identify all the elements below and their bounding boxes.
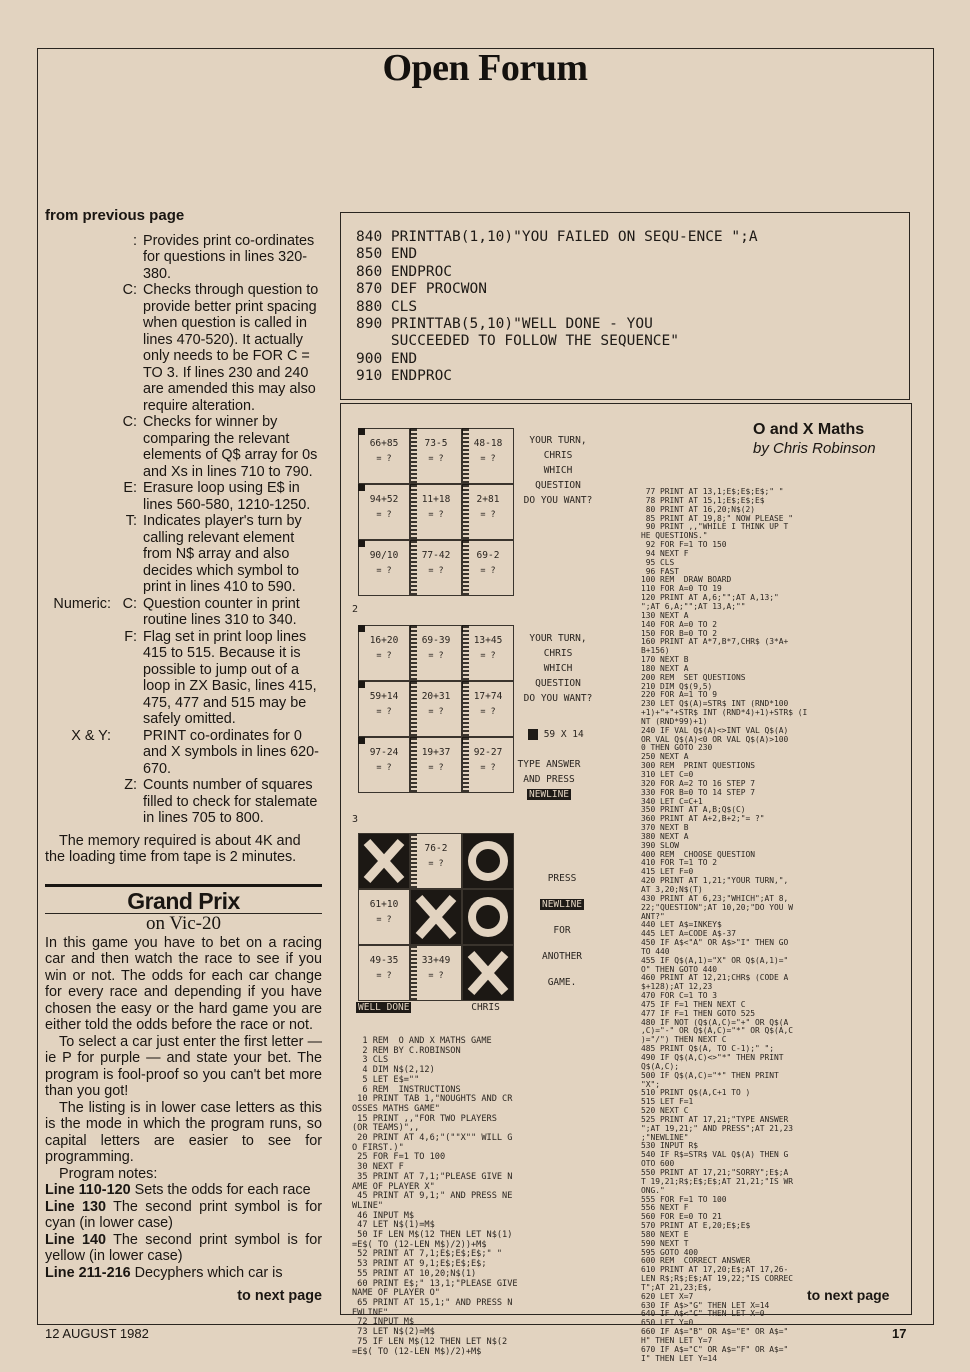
- board-square: [462, 428, 514, 484]
- question-text: 69-39: [421, 635, 451, 646]
- question-text: 92-27: [473, 747, 503, 758]
- o-mark-icon: [463, 834, 513, 888]
- article-author: by Chris Robinson: [753, 440, 876, 457]
- prompt-line: FOR: [553, 925, 571, 936]
- to-next-page-link[interactable]: to next page: [807, 1287, 890, 1303]
- code-line: 850 END: [356, 246, 418, 263]
- question-equals: = ?: [376, 510, 392, 520]
- note-text: Checks for winner by comparing the relevant elements of Q$ array for 0s and Xs in lines 710 to 790.: [143, 414, 318, 480]
- note-text: Flag set in print loop lines 415 to 515. Because it is possible to jump out of a loop in ZX Basic, lines 415, 475, 477 and 515 may be safely omitted.: [143, 628, 317, 727]
- question-equals: = ?: [480, 454, 496, 464]
- variable-notes: [45, 233, 322, 827]
- note-variable: T:: [125, 513, 137, 529]
- line-notes: [45, 1182, 322, 1281]
- question-text: 33+49: [421, 955, 451, 966]
- question-equals: = ?: [480, 510, 496, 520]
- prompt-line: QUESTION: [535, 480, 581, 491]
- line-note: [45, 1199, 322, 1232]
- note-type: X & Y:: [71, 727, 111, 744]
- line-note-label: Line 140: [45, 1231, 106, 1248]
- note-type: Numeric:: [53, 595, 111, 612]
- issue-date: 12 AUGUST 1982: [45, 1326, 149, 1341]
- note-type: [45, 282, 111, 414]
- chosen-question-text: 59 X 14: [543, 729, 584, 740]
- question-equals: = ?: [428, 859, 444, 869]
- board-square: [358, 625, 410, 681]
- screenshot-2-prompt: [508, 631, 608, 706]
- question-text: 19+37: [421, 747, 451, 758]
- question-equals: = ?: [376, 566, 392, 576]
- prompt-line: YOUR TURN,: [529, 435, 587, 446]
- prompt-line: DO YOU WANT?: [523, 693, 593, 704]
- article-title: O and X Maths: [753, 421, 865, 438]
- well-done-banner: [356, 1000, 516, 1015]
- question-equals: = ?: [480, 566, 496, 576]
- o-mark-square: [462, 833, 514, 889]
- note-type: [45, 414, 111, 480]
- board-square: [410, 540, 462, 596]
- line-note: [45, 1232, 322, 1265]
- question-equals: = ?: [428, 566, 444, 576]
- square-letter-marker: [358, 681, 365, 688]
- player-name: CHRIS: [471, 1002, 500, 1013]
- question-equals: = ?: [480, 651, 496, 661]
- code-line: SUCCEEDED TO FOLLOW THE SEQUENCE": [356, 333, 680, 350]
- screenshot-1-board: [358, 428, 514, 596]
- note-variable: E:: [123, 480, 137, 496]
- board-square: [462, 681, 514, 737]
- question-text: 73-5: [424, 438, 448, 449]
- answer-prompt-line: AND PRESS: [523, 774, 575, 785]
- board-square: [410, 428, 462, 484]
- code-line: 840 PRINTTAB(1,10)"YOU FAILED ON SEQU-ENCE ";A: [356, 229, 758, 245]
- board-square: [358, 484, 410, 540]
- to-next-page-link[interactable]: to next page: [237, 1288, 322, 1304]
- answer-prompt-line: TYPE ANSWER: [517, 759, 581, 770]
- question-text: 59+14: [369, 691, 399, 702]
- question-text: 76-2: [424, 843, 448, 854]
- prompt-line: QUESTION: [535, 678, 581, 689]
- prompt-line: PRESS: [547, 873, 577, 884]
- question-text: 48-18: [473, 438, 503, 449]
- board-square: [410, 625, 462, 681]
- board-square: [462, 484, 514, 540]
- square-letter-marker: [358, 737, 365, 744]
- question-equals: = ?: [428, 707, 444, 717]
- board-square: [358, 737, 410, 793]
- note-item: [45, 233, 322, 283]
- question-equals: = ?: [376, 763, 392, 773]
- code-listing-box: [340, 212, 910, 400]
- note-variable: [111, 728, 141, 778]
- prompt-line: WHICH: [543, 465, 573, 476]
- board-square: [410, 833, 462, 889]
- prompt-line: ANOTHER: [541, 951, 583, 962]
- line-note-text: Sets the odds for each race: [130, 1182, 311, 1198]
- board-square: [462, 625, 514, 681]
- x-mark-square: [358, 833, 410, 889]
- note-item: [45, 596, 322, 629]
- board-square: [462, 540, 514, 596]
- grand-prix-paragraph: The listing is in lower case letters as this is the mode in which the program runs, so capital letters are easier to see for programming.: [45, 1099, 322, 1165]
- question-equals: = ?: [376, 454, 392, 464]
- left-column: [45, 208, 322, 1305]
- board-square: [358, 428, 410, 484]
- board-square: [358, 945, 410, 1001]
- question-text: 2+81: [476, 494, 500, 505]
- line-note: [45, 1265, 322, 1282]
- line-note: [45, 1182, 322, 1199]
- note-text: Erasure loop using E$ in lines 560-580, 1210-1250.: [143, 480, 311, 513]
- x-mark-icon: [411, 890, 461, 944]
- board-square: [358, 540, 410, 596]
- question-equals: = ?: [376, 651, 392, 661]
- question-equals: = ?: [480, 763, 496, 773]
- note-variable: F:: [124, 628, 137, 645]
- code-line: 890 PRINTTAB(5,10)"WELL DONE - YOU: [356, 316, 653, 333]
- code-line: 880 CLS: [356, 298, 418, 315]
- line-note-label: Line 110-120: [45, 1182, 131, 1198]
- board-square: [410, 681, 462, 737]
- newline-key: NEWLINE: [528, 789, 570, 800]
- note-type: [45, 480, 111, 513]
- question-text: 77-42: [421, 550, 451, 561]
- note-item: [45, 728, 322, 778]
- note-text: Counts number of squares filled to check for stalemate in lines 705 to 800.: [143, 777, 318, 826]
- x-mark-square: [410, 889, 462, 945]
- screenshot-2-board: [358, 625, 514, 793]
- board-square: [358, 889, 410, 945]
- note-type: [45, 629, 111, 728]
- note-type: [45, 233, 111, 283]
- line-note-text: The second print symbol is for cyan (in lower case): [45, 1198, 322, 1231]
- prompt-line: CHRIS: [543, 648, 573, 659]
- prompt-line: CHRIS: [543, 450, 573, 461]
- prompt-line: GAME.: [547, 977, 577, 988]
- newline-key: NEWLINE: [541, 899, 583, 910]
- question-text: 61+10: [369, 899, 399, 910]
- chosen-question: [526, 727, 586, 742]
- note-variable: Z:: [124, 777, 137, 793]
- program-listing-right: 77 PRINT AT 13,1;E$;E$;E$;" " 78 PRINT AT 15,1;E$;E$;E$ 80 PRINT AT 16,20;N$(2) 85 PRINT AT 19,8;" NOW PLEASE " 90 PRINT ,,"WHILE I THINK UP T HE QUESTIONS." 92 FOR F=1 TO 150 94 NEXT F 95 CLS 96 FAST 100 REM DRAW BOARD 110 FOR A=0 TO 19 120 PRINT AT A,6;"";AT A,13;" ";AT 6,A;"";AT 13,A;"" 130 NEXT A 140 FOR A=0 TO 2 150 FOR B=0 TO 2 160 PRINT AT A*7,B*7,CHR$ (3*A+ B+156) 170 NEXT B 180 NEXT A 200 REM SET QUESTIONS 210 DIM Q$(9,5) 220 FOR A=1 TO 9 230 LET Q$(A)=STR$ INT (RND*100 +1)+"+"+STR$ INT (RND*4)+1)+STR$ (I NT (RND*99)+1) 240 IF VAL Q$(A)<>INT VAL Q$(A) OR VAL Q$(A)<0 OR VAL Q$(A)>100 0 THEN GOTO 230 250 NEXT A 300 REM PRINT QUESTIONS 310 LET C=0 320 FOR A=2 TO 16 STEP 7 330 FOR B=0 TO 14 STEP 7 340 LET C=C+1 350 PRINT AT A,B;Q$(C) 360 PRINT AT A+2,B+2;"= ?" 370 NEXT B 380 NEXT A 390 SLOW 400 REM CHOOSE QUESTION 410 FOR T=1 TO 2 415 LET F=0 420 PRINT AT 1,21;"YOUR TURN,", AT 3,20;N$(T) 430 PRINT AT 6,23;"WHICH";AT 8, 22;"QUESTION";AT 10,20;"DO YOU W ANT?" 440 LET A$=INKEY$ 445 LET A=CODE A$-37 450 IF A$<"A" OR A$>"I" THEN GO TO 440 455 IF Q$(A,1)="X" OR Q$(A,1)=" O" THEN GOTO 440 460 PRINT AT 12,21;CHR$ (CODE A $+128);AT 12,23 470 FOR C=1 TO 3 475 IF F=1 THEN NEXT C 477 IF F=1 THEN GOTO 525 480 IF NOT (Q$(A,C)="+" OR Q$(A ,C)="-" OR Q$(A,C)="*" OR Q$(A,C )="/") THEN NEXT C 485 PRINT Q$(A, TO C-1);" "; 490 IF Q$(A,C)<>"*" THEN PRINT Q$(A,C); 500 IF Q$(A,C)="*" THEN PRINT "X"; 510 PRINT Q$(A,C+1 TO ) 515 LET F=1 520 NEXT C 525 PRINT AT 17,21;"TYPE ANSWER ";AT 19,21;" AND PRESS";AT 21,23 ;"NEWLINE" 530 INPUT R$ 540 IF R$=STR$ VAL Q$(A) THEN G OTO 600 550 PRINT AT 17,21;"SORRY";E$;A T 19,21;R$;E$;E$;AT 21,21;"IS WR ONG." 555 FOR F=1 TO 100 556 NEXT F 560 FOR E=0 TO 21 570 PRINT AT E,20;E$;E$ 580 NEXT E 590 NEXT T 595 GOTO 400 600 REM CORRECT ANSWER 610 PRINT AT 17,20;E$;AT 17,26- LEN R$;R$;E$;AT 19,22;"IS CORREC T";AT 21,23;E$, 620 LET X=7 630 IF A$>"G" THEN LET X=14 640 IF A$<"C" THEN LET X=0 650 LET Y=0 660 IF A$="B" OR A$="E" OR A$=" H" THEN LET Y=7 670 IF A$="C" OR A$="F" OR A$=" I" THEN LET Y=14: [641, 487, 808, 1363]
- note-variable: C:: [122, 595, 137, 612]
- square-letter-marker: [358, 428, 365, 435]
- question-equals: = ?: [428, 971, 444, 981]
- line-note-text: The second print symbol is for yellow (in lower case): [45, 1231, 322, 1264]
- note-text: Provides print co-ordinates for questions in lines 320-380.: [143, 232, 315, 282]
- prompt-line: WHICH: [543, 663, 573, 674]
- o-mark-icon: [463, 890, 513, 944]
- note-item: [45, 629, 322, 728]
- prompt-line: YOUR TURN,: [529, 633, 587, 644]
- code-line: 900 END: [356, 350, 418, 367]
- note-text: PRINT co-ordinates for 0 and X symbols in lines 620-670.: [143, 727, 319, 777]
- line-note-label: Line 130: [45, 1198, 106, 1215]
- grand-prix-paragraph: To select a car just enter the first letter — ie P for purple — and state your bet. The program is fool-proof so you can't bet more than you got!: [45, 1033, 322, 1099]
- prompt-line: DO YOU WANT?: [523, 495, 593, 506]
- from-previous-heading: from previous page: [45, 207, 185, 224]
- screenshot-1-prompt: [508, 433, 608, 508]
- question-text: 13+45: [473, 635, 503, 646]
- question-text: 66+85: [369, 438, 399, 449]
- page-number: 17: [892, 1326, 907, 1341]
- board-square: [462, 737, 514, 793]
- square-letter-marker: [358, 484, 365, 491]
- question-text: 17+74: [473, 691, 503, 702]
- note-variable: :: [133, 232, 137, 249]
- note-item: [45, 513, 322, 596]
- note-type: [45, 777, 111, 827]
- note-variable: C:: [122, 282, 137, 298]
- screenshot-2-number: 2: [352, 604, 359, 615]
- answer-prompt: [508, 757, 590, 802]
- square-letter-marker: [358, 625, 365, 632]
- x-mark-icon: [359, 834, 409, 888]
- question-equals: = ?: [428, 651, 444, 661]
- note-item: [45, 777, 322, 827]
- question-text: 11+18: [421, 494, 451, 505]
- program-notes-heading: Program notes:: [59, 1165, 158, 1182]
- note-variable: C:: [122, 414, 137, 430]
- question-equals: = ?: [428, 763, 444, 773]
- x-mark-icon: [463, 946, 513, 1000]
- board-square: [358, 681, 410, 737]
- prompt-line: [522, 892, 602, 918]
- question-text: 16+20: [369, 635, 399, 646]
- chosen-question-marker: [528, 729, 538, 740]
- page-title: Open Forum: [382, 47, 588, 89]
- note-item: [45, 414, 322, 480]
- note-text: Indicates player's turn by calling relevant element from N$ array and also decides which symbol to print in lines 410 to 590.: [143, 513, 302, 595]
- square-letter-marker: [358, 540, 365, 547]
- line-note-text: Decyphers which car is: [130, 1264, 283, 1281]
- note-item: [45, 282, 322, 414]
- o-mark-square: [462, 889, 514, 945]
- note-type: [45, 513, 111, 596]
- memory-paragraph: The memory required is about 4K and the loading time from tape is 2 minutes.: [45, 832, 301, 865]
- board-square: [410, 945, 462, 1001]
- code-line: 870 DEF PROCWON: [356, 281, 487, 298]
- question-equals: = ?: [480, 707, 496, 717]
- screenshot-3-board: [358, 833, 514, 1001]
- note-text: Question counter in print routine lines 310 to 340.: [143, 595, 300, 628]
- grand-prix-paragraph: In this game you have to bet on a racing car and then watch the race to see if you win or not. The odds for each car change for every race and depending if you have chosen the easy or the hard game you are either told the odds before the race or not.: [45, 934, 322, 1033]
- x-mark-square: [462, 945, 514, 1001]
- question-text: 94+52: [369, 494, 399, 505]
- question-equals: = ?: [428, 454, 444, 464]
- question-text: 69-2: [476, 550, 500, 561]
- question-equals: = ?: [376, 707, 392, 717]
- board-square: [410, 737, 462, 793]
- screenshot-3-prompt: [522, 866, 602, 996]
- question-text: 49-35: [369, 955, 399, 966]
- question-text: 20+31: [421, 691, 451, 702]
- question-text: 97-24: [369, 747, 399, 758]
- grand-prix-subtitle: on Vic-20: [145, 913, 222, 934]
- note-item: [45, 480, 322, 513]
- program-listing-left: 1 REM O AND X MATHS GAME 2 REM BY C.ROBINSON 3 CLS 4 DIM N$(2,12) 5 LET E$="" 6 REM INSTRUCTIONS 10 PRINT TAB 1,"NOUGHTS AND CR OSSES MATHS GAME" 15 PRINT ,,"FOR TWO PLAYERS (OR TEAMS)",, 20 PRINT AT 4,6;"(""X"" WILL G O FIRST.)" 25 FOR F=1 TO 100 30 NEXT F 35 PRINT AT 7,1;"PLEASE GIVE N AME OF PLAYER X" 45 PRINT AT 9,1;" AND PRESS NE WLINE" 46 INPUT M$ 47 LET N$(1)=M$ 50 IF LEN M$(12 THEN LET N$(1) =E$( TO (12-LEN M$)/2))+M$ 52 PRINT AT 7,1;E$;E$;E$;" " 53 PRINT AT 9,1;E$;E$;E$; 55 PRINT AT 10,20;N$(1) 60 PRINT E$;" 13,1;"PLEASE GIVE NAME OF PLAYER O" 65 PRINT AT 15,1;" AND PRESS N EWLINE" 72 INPUT M$ 73 LET N$(2)=M$ 75 IF LEN M$(12 THEN LET N$(2 =E$( TO (12-LEN M$)/2)+M$: [352, 1036, 518, 1357]
- code-line: 860 ENDPROC: [356, 263, 453, 280]
- line-note-label: Line 211-216: [45, 1264, 131, 1281]
- section-divider: [45, 884, 322, 887]
- screenshot-3-number: 3: [352, 814, 359, 825]
- note-text: Checks through question to provide better print spacing when question is called in lines 470-520). It actually only needs to be FOR C = TO 3. If lines 230 and 240 are amended this may also require alteration.: [143, 282, 319, 414]
- grand-prix-title: Grand Prix: [127, 887, 240, 914]
- question-equals: = ?: [376, 971, 392, 981]
- question-equals: = ?: [428, 510, 444, 520]
- code-line: 910 ENDPROC: [356, 368, 453, 385]
- question-equals: = ?: [376, 915, 392, 925]
- board-square: [410, 484, 462, 540]
- question-text: 90/10: [369, 550, 399, 561]
- well-done-text: WELL DONE: [358, 1002, 410, 1013]
